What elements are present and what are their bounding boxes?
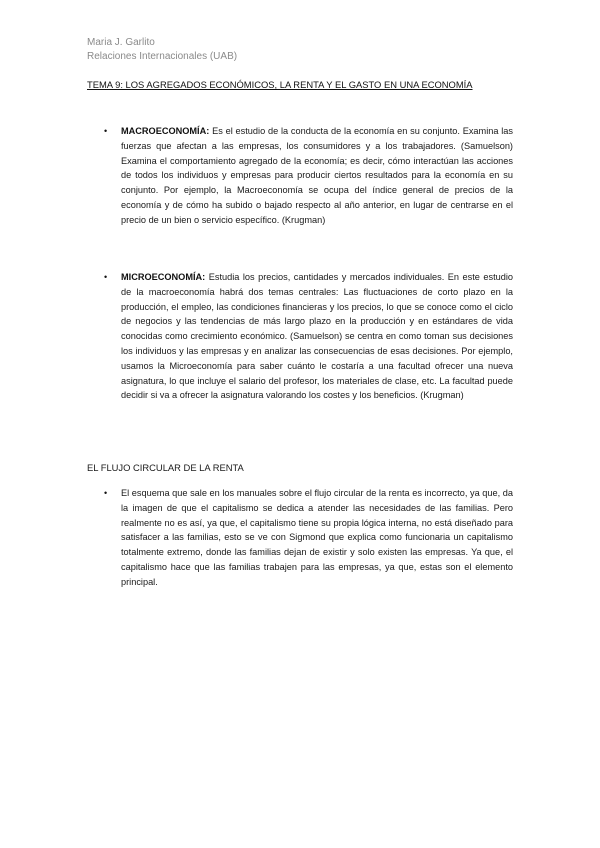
flujo-circular-text: El esquema que sale en los manuales sobre el flujo circular de la renta es incorrecto, ya que, da la imagen de que el capitalismo se dedica a atender las necesidades de las familias. Pero realmente no es así, ya que, el capitalismo tiene su propia lógica interna, no está diseñado para satisfacer a las familias, esto se ve con Sigmond que explica como funcionaria un capitalismo totalmente extremo, donde las familias dejan de existir y solo existen las empresas. Ya que, el capitalismo hace que las familias trabajen para las empresas, ya que, estas son el elemento principal. [121, 488, 513, 587]
list-item-flujo-circular [121, 486, 513, 590]
term-microeconomia: MICROECONOMÍA: [121, 272, 206, 282]
definition-microeconomia: Estudia los precios, cantidades y mercados individuales. En este estudio de la macroeconomía habrá dos temas centrales: Las fluctuaciones de corto plazo en la producción, el empleo, las condiciones financieras y los precios, lo que se conoce como el ciclo de negocios y las tendencias de más largo plazo en la producción y en estándares de vida conocidas como crecimiento económico. (Samuelson) se centra en como toman sus decisiones los individuos y las empresas y en analizar las consecuencias de esas decisiones. Por ejemplo, usamos la Microeconomía para saber cuánto le costaría a una facultad ofrecer una nueva asignatura, lo que incluye el salario del profesor, los materiales de clase, etc. La facultad puede decidir si va a ofrecer la asignatura valorando los costes y los beneficios. (Krugman) [121, 272, 513, 401]
bullet-icon: • [104, 488, 108, 498]
term-macroeconomia: MACROECONOMÍA: [121, 126, 210, 136]
bullet-icon: • [104, 272, 108, 282]
document-header [87, 36, 237, 64]
section-heading: EL FLUJO CIRCULAR DE LA RENTA [87, 462, 244, 473]
list-item-microeconomia [121, 270, 513, 403]
program-name: Relaciones Internacionales (UAB) [87, 51, 238, 62]
document-title: TEMA 9: LOS AGREGADOS ECONÓMICOS, LA RENTA Y EL GASTO EN UNA ECONOMÍA [87, 79, 473, 90]
author-name: Maria J. Garlito [87, 37, 155, 48]
bullet-icon: • [104, 126, 108, 136]
list-item-macroeconomia [121, 124, 513, 228]
definition-macroeconomia: Es el estudio de la conducta de la economía en su conjunto. Examina las fuerzas que afectan a las empresas, los consumidores y a los trabajadores. (Samuelson) Examina el comportamiento agregado de la economía; es decir, cómo interactúan las acciones de todos los individuos y empresas para producir ciertos resultados para la economía en su conjunto. Por ejemplo, la Macroeconomía se ocupa del índice general de precios de la economía y de cómo ha subido o bajado respecto al año anterior, en lugar de centrarse en el precio de un bien o servicio específico. (Krugman) [121, 126, 513, 225]
